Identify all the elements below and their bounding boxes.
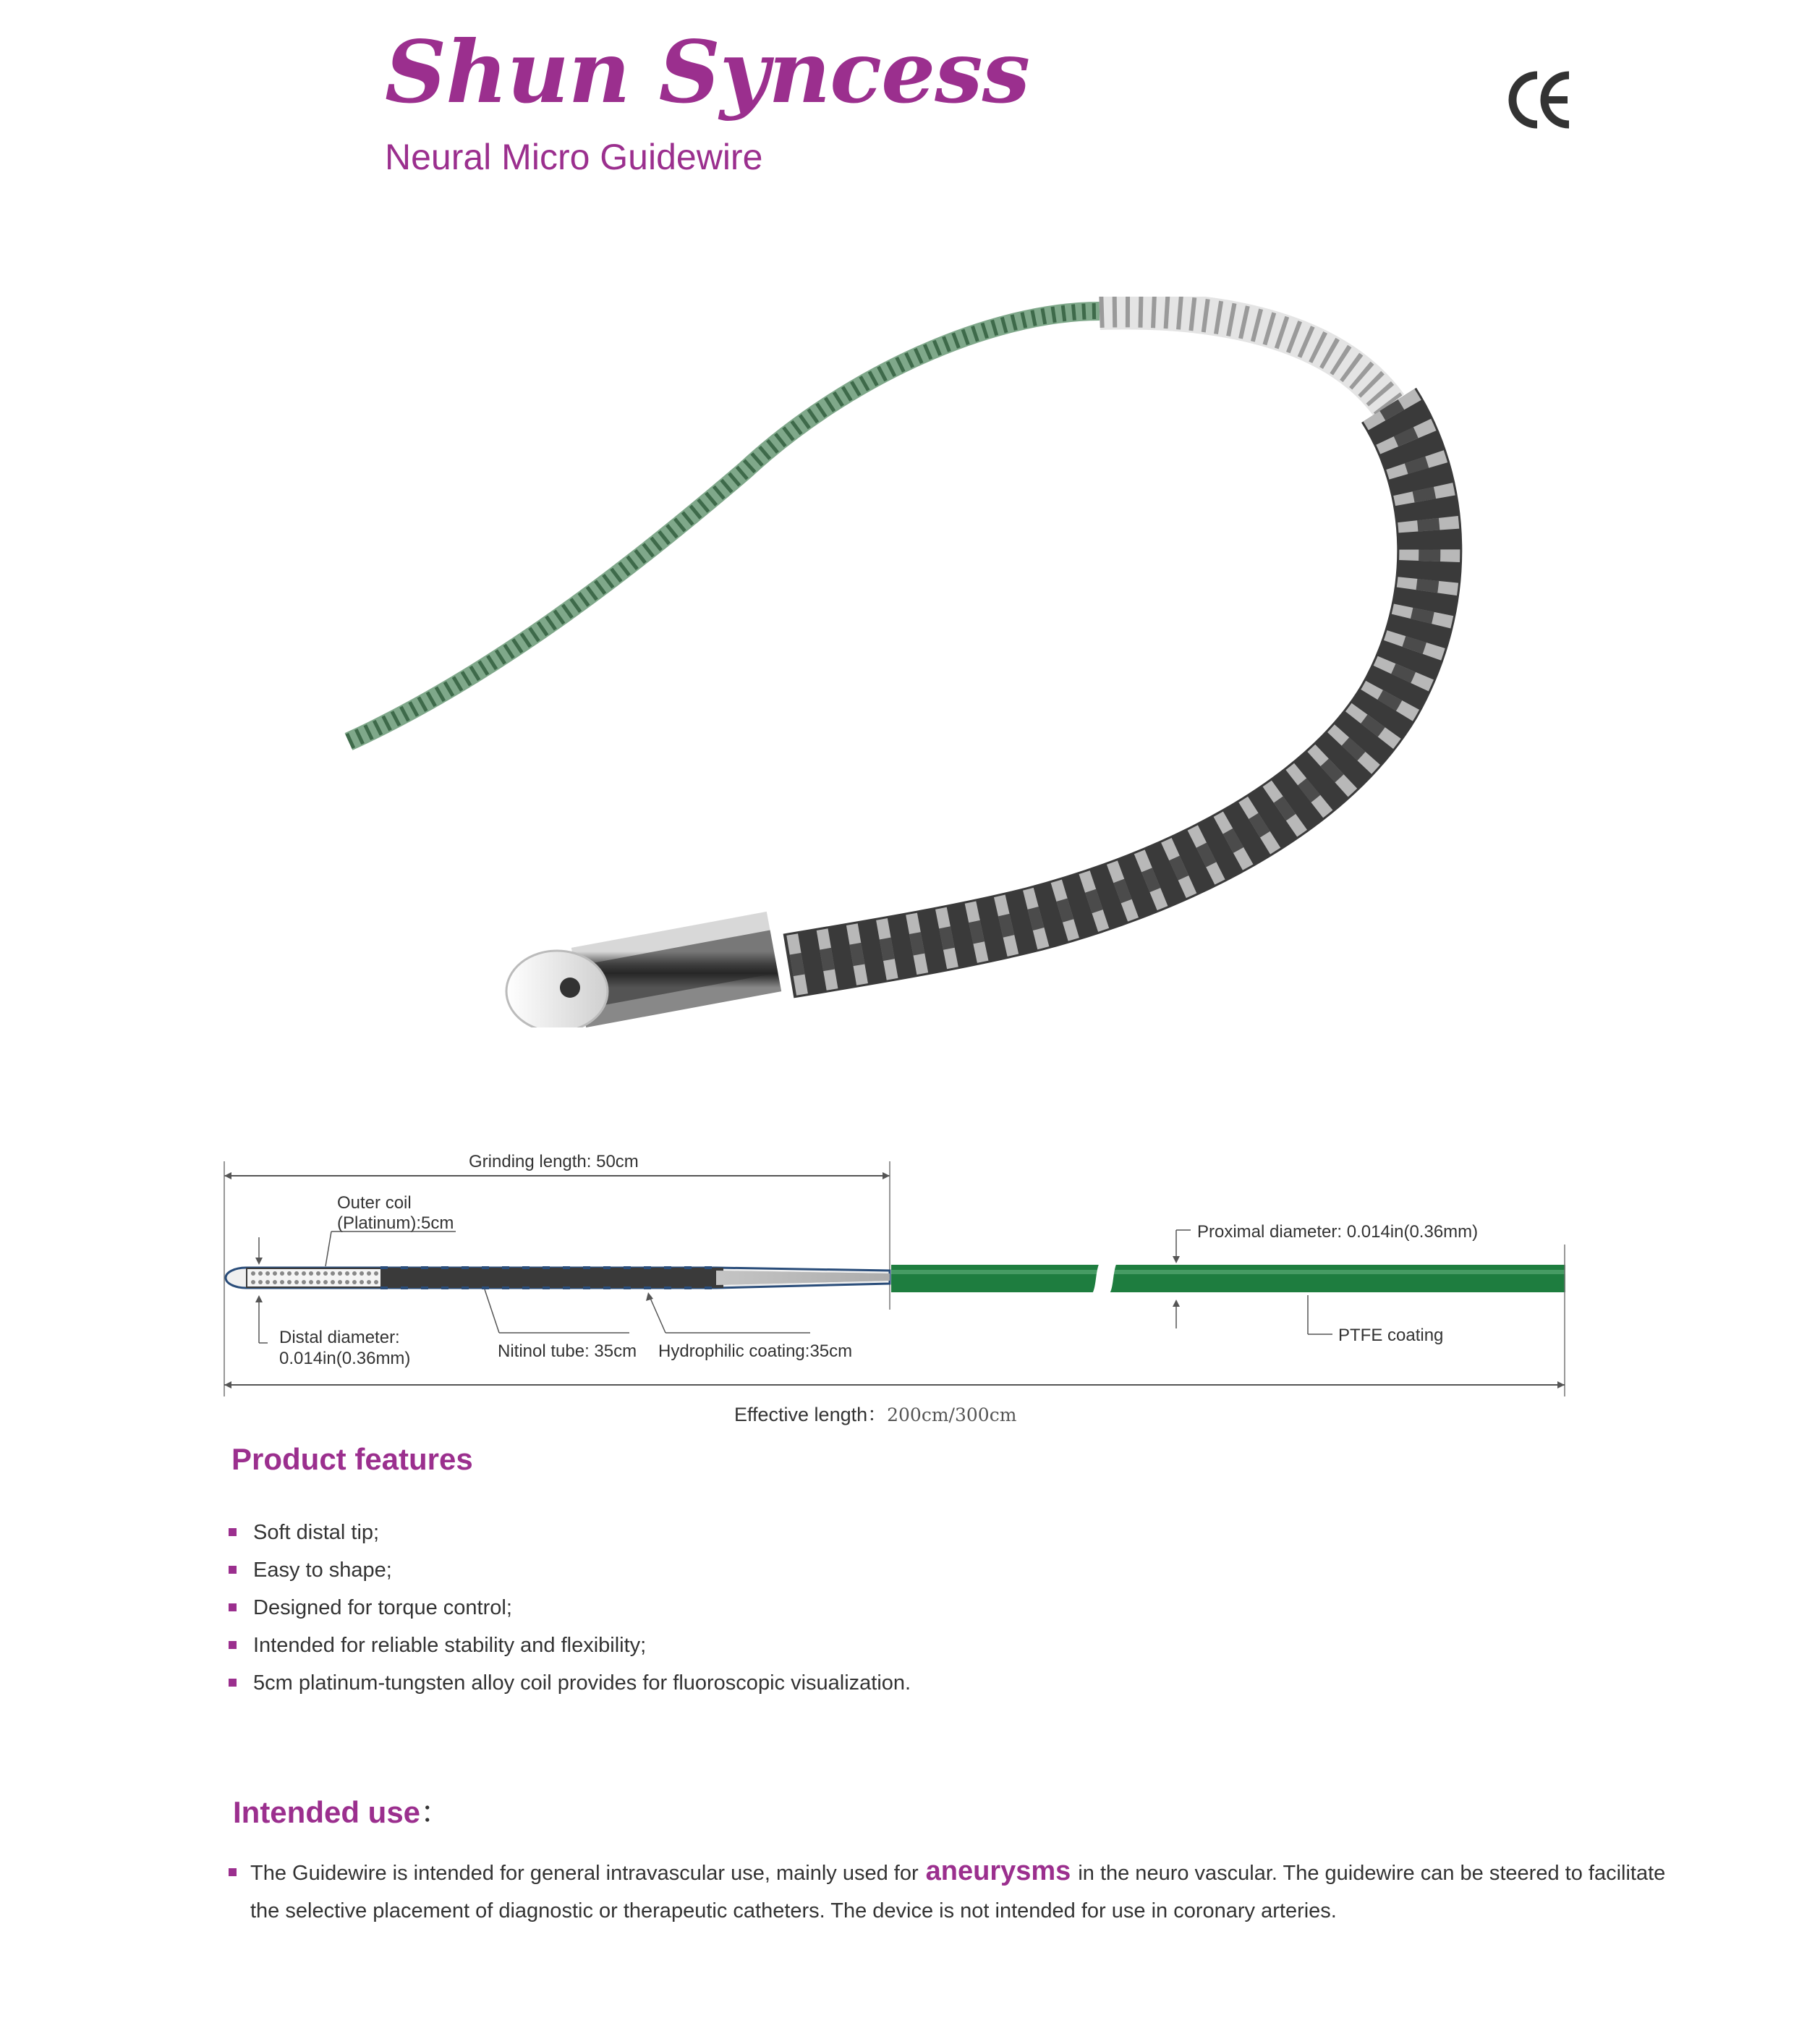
outer-coil-label-1: Outer coil xyxy=(337,1193,412,1213)
features-heading: Product features xyxy=(231,1442,473,1476)
list-item: 5cm platinum-tungsten alloy coil provides for fluoroscopic visualization. xyxy=(226,1664,911,1702)
hydrophilic-coating-label: Hydrophilic coating:35cm xyxy=(658,1341,853,1361)
distal-diameter-label-1: Distal diameter: xyxy=(279,1328,400,1347)
brand-title: Shun Syncess xyxy=(385,22,1030,122)
features-list xyxy=(226,1514,911,1702)
effective-length-value: 200cm/300cm xyxy=(887,1404,1017,1425)
guidewire-illustration xyxy=(340,297,1468,1027)
list-item: Soft distal tip; xyxy=(226,1514,911,1551)
proximal-diameter-label: Proximal diameter: 0.014in(0.36mm) xyxy=(1197,1222,1479,1242)
list-item: Easy to shape; xyxy=(226,1551,911,1589)
product-subtitle: Neural Micro Guidewire xyxy=(385,137,763,177)
ce-mark-icon xyxy=(1508,71,1573,129)
effective-length-text: Effective length： xyxy=(734,1404,888,1425)
intended-use-heading xyxy=(233,1789,451,1832)
ptfe-coating-label: PTFE coating xyxy=(1338,1326,1444,1345)
list-item: Intended for reliable stability and flexibility; xyxy=(226,1627,911,1664)
guidewire-diagram xyxy=(210,1143,1570,1433)
intended-use-title: Intended use xyxy=(233,1795,421,1829)
nitinol-tube-label: Nitinol tube: 35cm xyxy=(498,1341,637,1361)
outer-coil-label-2: (Platinum):5cm xyxy=(337,1213,454,1233)
intended-use-highlight: aneurysms xyxy=(925,1856,1071,1886)
effective-length-label xyxy=(734,1399,1016,1427)
intended-use-text xyxy=(226,1852,1668,1930)
list-item: Designed for torque control; xyxy=(226,1589,911,1627)
intended-use-text-before: The Guidewire is intended for general intravascular use, mainly used for xyxy=(250,1862,919,1885)
distal-diameter-label-2: 0.014in(0.36mm) xyxy=(279,1349,411,1368)
grinding-length-label: Grinding length: 50cm xyxy=(469,1152,639,1171)
intended-use-text-after: in the neuro vascular. The guidewire can be steered to facilitate the selective placement of diagnostic or therapeutic catheters. The device is not intended for use in coronary arteries. xyxy=(250,1862,1666,1922)
intended-use-colon: ： xyxy=(420,1795,451,1829)
